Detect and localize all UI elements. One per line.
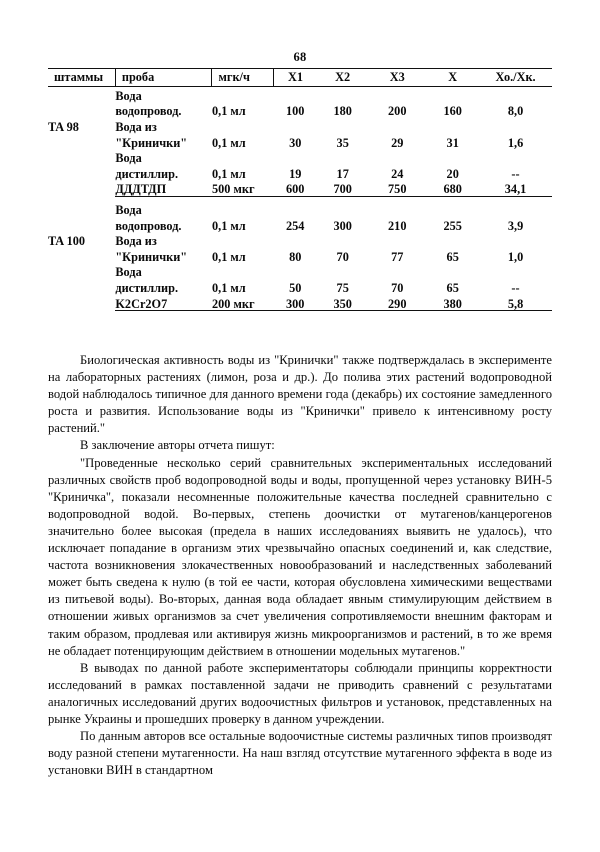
table-header-strain: штаммы bbox=[48, 69, 115, 87]
dose-cell bbox=[212, 232, 273, 248]
x2-cell bbox=[317, 232, 368, 248]
strain-label-cell bbox=[48, 149, 115, 165]
x-mean-cell bbox=[426, 232, 479, 248]
x2-cell: 700 bbox=[333, 182, 352, 197]
x2-cell: 70 bbox=[336, 249, 349, 264]
x1-cell bbox=[273, 87, 317, 103]
x3-cell bbox=[368, 264, 426, 280]
strain-label-cell bbox=[48, 217, 115, 233]
paragraph: "Проведенные несколько серий сравнительных экспериментальных исследований различных свойств проб водопроводной воды и воды, пропущенной через установку ВИН-5 "Криничка", показали несомненные положительные качества последней сравнительно с водопроводной водой. Во-первых, степень доочистки от мутагенов/канцерогенов значительно более высокая (предела в наших исследованиях выявить не удалось), что исключает попадание в организм этих чрезвычайно опасных соединений и, как следствие, частота возникновения злокачественных новообразований и наследственных заболеваний может быть сведена к нулю (в той ее части, которая обусловлена химическими веществами из питьевой воды). Во-вторых, данная вода обладает явным стимулирующим действием в отношении живых организмов за счет увеличения сопротивляемости внешним факторам и таким образом, продлевая или активируя жизнь микроорганизмов и растений, в то же время не обладает потенцирующим действием в отношении модельных мутагенов." bbox=[48, 455, 552, 658]
ratio-cell bbox=[479, 232, 552, 248]
x1-cell: 30 bbox=[289, 135, 302, 150]
ratio-cell: 34,1 bbox=[504, 182, 527, 197]
x-mean-cell bbox=[426, 118, 479, 134]
strain-label-cell bbox=[48, 279, 115, 295]
x-mean-cell: 20 bbox=[446, 166, 459, 181]
table-header-row bbox=[48, 69, 552, 87]
x3-cell: 200 bbox=[388, 104, 407, 119]
table-header-dose: мгк/ч bbox=[212, 69, 273, 87]
table-row bbox=[48, 134, 552, 150]
dose-cell: 0,1 мл bbox=[211, 280, 246, 295]
table-row bbox=[48, 181, 552, 197]
dose-cell: 500 мкг bbox=[211, 182, 255, 197]
x2-cell bbox=[317, 87, 368, 103]
table-header-ratio: Хо./Хк. bbox=[479, 69, 552, 87]
x3-cell: 24 bbox=[391, 166, 404, 181]
x3-cell: 290 bbox=[368, 295, 426, 311]
strain-label-cell bbox=[48, 181, 115, 197]
strain-label-cell bbox=[48, 165, 115, 181]
ratio-cell: -- bbox=[511, 280, 520, 295]
x1-cell: 600 bbox=[286, 182, 305, 197]
sample-line: Вода bbox=[115, 202, 142, 217]
x2-cell bbox=[317, 118, 368, 134]
dose-cell bbox=[212, 201, 273, 217]
results-table-container bbox=[48, 68, 552, 311]
body-text-block bbox=[48, 352, 552, 779]
x1-cell: 80 bbox=[289, 249, 302, 264]
x-mean-cell: 65 bbox=[446, 249, 459, 264]
ratio-cell bbox=[479, 264, 552, 280]
ratio-cell: 3,9 bbox=[507, 218, 524, 233]
x3-cell: 750 bbox=[388, 182, 407, 197]
strain-label-cell bbox=[48, 103, 115, 119]
page-number: 68 bbox=[293, 50, 307, 64]
x1-cell bbox=[273, 118, 317, 134]
strain-label-cell bbox=[48, 248, 115, 264]
x2-cell: 300 bbox=[333, 218, 352, 233]
sample-line: водопровод. bbox=[115, 104, 182, 119]
dose-cell: 0,1 мл bbox=[211, 166, 246, 181]
sample-line: Вода bbox=[115, 88, 142, 103]
x2-cell: 17 bbox=[336, 166, 349, 181]
table-header-x1: X1 bbox=[273, 69, 317, 87]
table-header-x3: X3 bbox=[368, 69, 426, 87]
x1-cell: 100 bbox=[286, 104, 305, 119]
dose-cell bbox=[212, 264, 273, 280]
x-mean-cell: 65 bbox=[446, 280, 459, 295]
paragraph: По данным авторов все остальные водоочистные системы различных типов производят воду разной степени мутагенности. На наш взгляд отсутствие мутагенного эффекта в воде из установки ВИН в стандартном bbox=[48, 729, 552, 778]
results-table bbox=[48, 68, 552, 311]
x2-cell: 180 bbox=[333, 104, 352, 119]
table-row bbox=[48, 201, 552, 217]
x3-cell bbox=[368, 118, 426, 134]
ratio-cell bbox=[479, 149, 552, 165]
x3-cell bbox=[368, 87, 426, 103]
table-header-x2: X2 bbox=[317, 69, 368, 87]
strain-label-cell bbox=[48, 87, 115, 103]
sample-line: дистиллир. bbox=[115, 280, 179, 295]
x-mean-cell: 680 bbox=[443, 182, 462, 197]
x2-cell: 35 bbox=[336, 135, 349, 150]
x-mean-cell bbox=[426, 149, 479, 165]
x-mean-cell: 380 bbox=[426, 295, 479, 311]
table-row bbox=[48, 149, 552, 165]
paragraph: В заключение авторы отчета пишут: bbox=[80, 438, 275, 453]
dose-cell bbox=[212, 118, 273, 134]
x3-cell: 77 bbox=[391, 249, 404, 264]
ratio-cell: 1,0 bbox=[507, 249, 524, 264]
x2-cell: 350 bbox=[317, 295, 368, 311]
x1-cell: 19 bbox=[289, 166, 302, 181]
x-mean-cell bbox=[426, 264, 479, 280]
sample-line: Вода bbox=[115, 265, 142, 280]
x-mean-cell: 255 bbox=[443, 218, 462, 233]
table-header-sample: проба bbox=[115, 69, 212, 87]
sample-line: Вода bbox=[115, 151, 142, 166]
x-mean-cell bbox=[426, 201, 479, 217]
ratio-cell bbox=[479, 118, 552, 134]
x1-cell bbox=[273, 201, 317, 217]
table-row bbox=[48, 279, 552, 295]
strain-label-cell: TA 100 bbox=[48, 234, 86, 249]
table-row bbox=[48, 103, 552, 119]
sample-line: "Кринички" bbox=[115, 135, 188, 150]
table-row bbox=[48, 165, 552, 181]
ratio-cell: 5,8 bbox=[479, 295, 552, 311]
table-row bbox=[48, 232, 552, 248]
x2-cell bbox=[317, 149, 368, 165]
ratio-cell bbox=[479, 87, 552, 103]
ratio-cell: 8,0 bbox=[507, 104, 524, 119]
x1-cell: 300 bbox=[273, 295, 317, 311]
ratio-cell: 1,6 bbox=[507, 135, 524, 150]
sample-line: ДДДТДП bbox=[115, 182, 167, 197]
x-mean-cell: 160 bbox=[443, 104, 462, 119]
x3-cell: 70 bbox=[391, 280, 404, 295]
dose-cell: 0,1 мл bbox=[211, 218, 246, 233]
x2-cell bbox=[317, 264, 368, 280]
dose-cell: 0,1 мл bbox=[211, 104, 246, 119]
dose-cell: 200 мкг bbox=[212, 295, 273, 311]
x1-cell bbox=[273, 149, 317, 165]
x2-cell: 75 bbox=[336, 280, 349, 295]
ratio-cell bbox=[479, 201, 552, 217]
x1-cell: 50 bbox=[289, 280, 302, 295]
paragraph: В выводах по данной работе экспериментаторы соблюдали принципы корректности исследований в рамках поставленной задачи не приводить сравнений с результатами аналогичных исследований других водоочистных фильтров и установок, представленных на рынке Украины и прошедших проверку в данном учреждении. bbox=[48, 660, 552, 726]
dose-cell: 0,1 мл bbox=[211, 135, 246, 150]
sample-line: водопровод. bbox=[115, 218, 182, 233]
x1-cell bbox=[273, 232, 317, 248]
sample-line: дистиллир. bbox=[115, 166, 179, 181]
dose-cell bbox=[212, 87, 273, 103]
x2-cell bbox=[317, 201, 368, 217]
x1-cell: 254 bbox=[286, 218, 305, 233]
x3-cell: 210 bbox=[388, 218, 407, 233]
table-row bbox=[48, 264, 552, 280]
sample-line: K2Cr2O7 bbox=[115, 295, 212, 311]
x-mean-cell: 31 bbox=[446, 135, 459, 150]
x3-cell bbox=[368, 232, 426, 248]
x3-cell: 29 bbox=[391, 135, 404, 150]
table-row bbox=[48, 248, 552, 264]
sample-line: "Кринички" bbox=[115, 249, 188, 264]
strain-label-cell bbox=[48, 134, 115, 150]
sample-line: Вода из bbox=[115, 234, 157, 249]
table-header-x-mean: X bbox=[426, 69, 479, 87]
strain-label-cell bbox=[48, 264, 115, 280]
dose-cell bbox=[212, 149, 273, 165]
paragraph: Биологическая активность воды из "Кринички" также подтверждалась в эксперименте на лабораторных растениях (лимон, роза и др.). До полива этих растений водопроводной водой наблюдалось типичное для данного времени года (декабрь) их состояние замедленного роста и развития. Использование воды из "Кринички" привело к интенсивному росту растений." bbox=[48, 353, 552, 436]
table-row bbox=[48, 217, 552, 233]
strain-label-cell: TA 98 bbox=[48, 120, 79, 134]
x1-cell bbox=[273, 264, 317, 280]
x-mean-cell bbox=[426, 87, 479, 103]
table-row bbox=[48, 118, 552, 134]
table-row bbox=[48, 87, 552, 103]
dose-cell: 0,1 мл bbox=[211, 249, 246, 264]
x3-cell bbox=[368, 149, 426, 165]
x3-cell bbox=[368, 201, 426, 217]
sample-line: Вода из bbox=[115, 120, 157, 134]
strain-label-cell bbox=[48, 295, 115, 311]
ratio-cell: -- bbox=[511, 166, 520, 181]
strain-label-cell bbox=[48, 201, 115, 217]
table-row bbox=[48, 295, 552, 311]
